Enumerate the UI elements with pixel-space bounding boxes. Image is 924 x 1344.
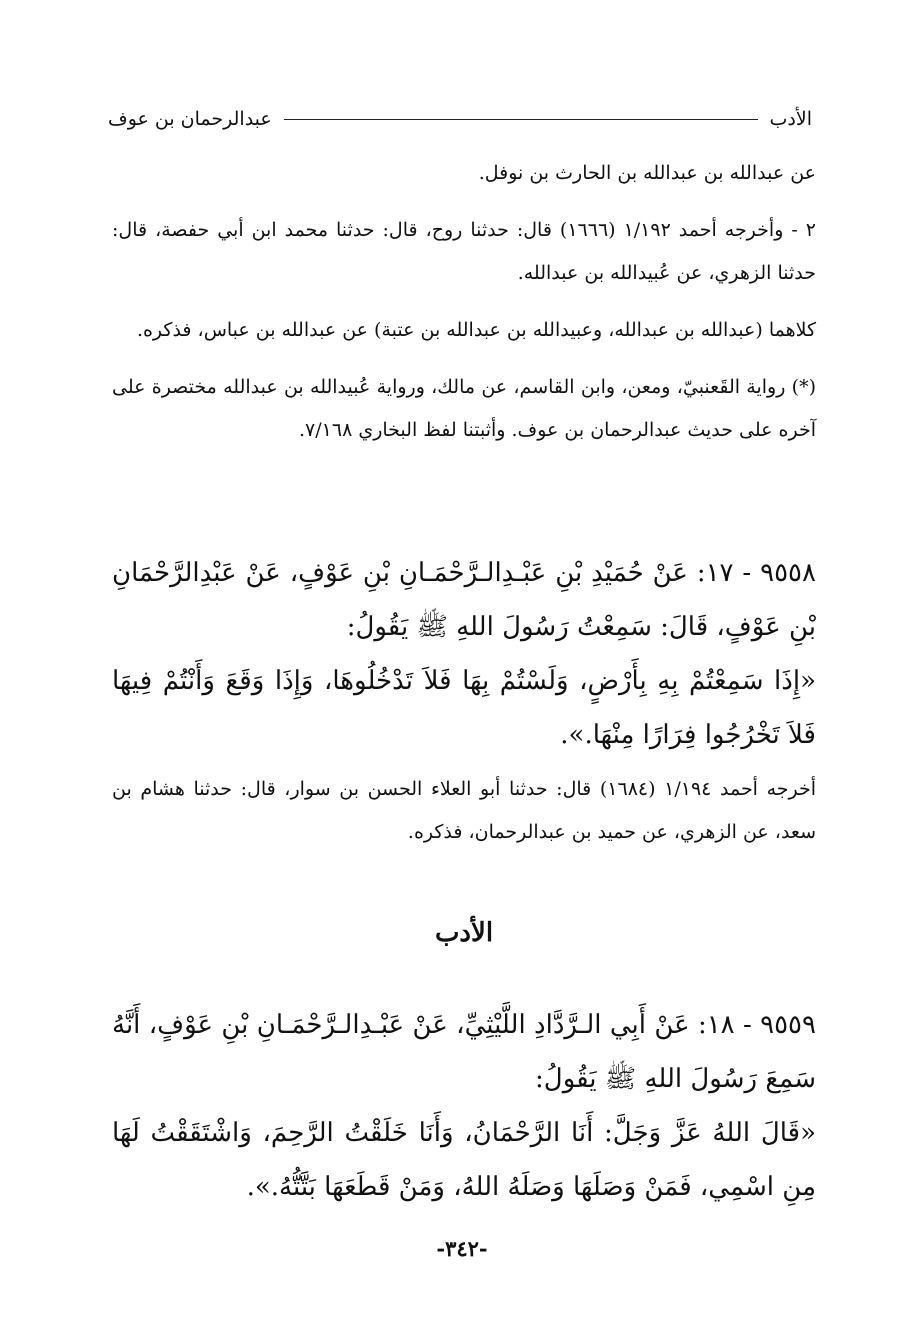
hadith-9558-matn: «إِذَا سَمِعْتُمْ بِهِ بِأَرْضٍ، وَلَسْتُمْ بِهَا فَلاَ تَدْخُلُوهَا، وَإِذَا وَقَعَ وَأَنْتُمْ فِيهَا فَلاَ تَخْرُجُوا فِرَارًا مِنْهَا.». — [112, 666, 816, 750]
section-heading: الأدب — [434, 918, 494, 948]
running-head-rule — [284, 119, 758, 120]
hadith-9559 — [112, 998, 816, 1214]
note-asterisk: (*) رواية القَعنبيّ، ومعن، وابن القاسم، عن مالك، ورواية عُبيدالله بن عبدالله مختصرة على آخره على حديث عبدالرحمان بن عوف. وأثبتنا لفظ البخاري ٧/١٦٨. — [112, 376, 816, 441]
note-takhrij-ahmad: ٢ - وأخرجه أحمد ١/١٩٢ (١٦٦٦) قال: حدثنا روح، قال: حدثنا محمد ابن أبي حفصة، قال: حدثنا الزهري، عن عُبيدالله بن عبدالله. — [112, 219, 816, 284]
running-head-section: الأدب — [769, 108, 812, 130]
hadith-9559-matn: «قَالَ اللهُ عَزَّ وَجَلَّ: أَنَا الرَّحْمَانُ، وَأَنَا خَلَقْتُ الرَّحِمَ، وَاشْتَقَقْتُ لَهَا مِنِ اسْمِي، فَمَنْ وَصَلَهَا وَصَلَهُ اللهُ، وَمَنْ قَطَعَهَا بَتَّتُّهُ.». — [112, 1118, 816, 1202]
hadith-9559-isnad: ٩٥٥٩ - ١٨: عَنْ أَبِي الـرَّدَّادِ اللَّيْثِيِّ، عَنْ عَبْـدِالـرَّحْمَـانِ بْنِ عَوْفٍ، أَنَّهُ سَمِعَ رَسُولَ اللهِ ﷺ يَقُولُ: — [112, 1010, 816, 1094]
footnotes-previous-hadith — [112, 152, 816, 452]
page-number: -٣٤٢- — [436, 1236, 488, 1261]
takhrij-9558-text: أخرجه أحمد ١/١٩٤ (١٦٨٤) قال: حدثنا أبو العلاء الحسن بن سوار، قال: حدثنا هشام بن سعد، عن الزهري، عن حميد بن عبدالرحمان، فذكره. — [112, 778, 817, 843]
takhrij-9558 — [112, 768, 816, 854]
note-line: عن عبدالله بن عبدالله بن الحارث بن نوفل. — [478, 162, 816, 184]
hadith-9558-isnad: ٩٥٥٨ - ١٧: عَنْ حُمَيْدِ بْنِ عَبْـدِالـرَّحْمَـانِ بْنِ عَوْفٍ، عَنْ عَبْدِالرَّحْمَانِ بْنِ عَوْفٍ، قَالَ: سَمِعْتُ رَسُولَ اللهِ ﷺ يَقُولُ: — [112, 558, 816, 642]
running-head-chapter: عبدالرحمان بن عوف — [108, 108, 272, 130]
hadith-9558 — [112, 546, 816, 762]
running-head — [108, 102, 812, 136]
note-both-narrations: كلاهما (عبدالله بن عبدالله، وعبيدالله بن عبدالله بن عتبة) عن عبدالله بن عباس، فذكره. — [136, 319, 816, 341]
